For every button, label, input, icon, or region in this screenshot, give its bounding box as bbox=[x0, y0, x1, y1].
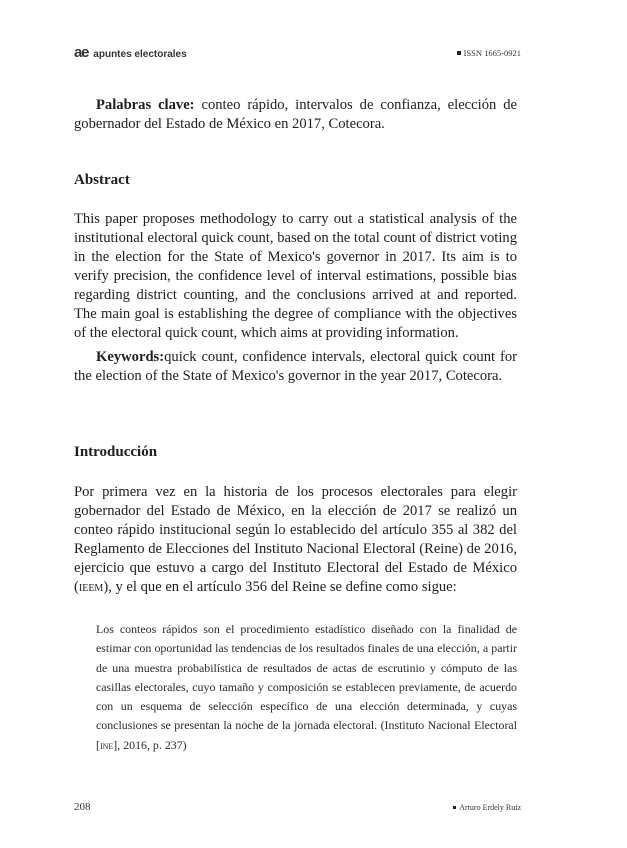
abstract-paragraph: This paper proposes methodology to carry out a statistical analysis of the institutional electoral quick count, based on the total count of district voting in the election for the State of Mexico's governor in 2017. Its aim is to verify precision, the confidence level of interval estimations, possible bias regarding district counting, and the conclusions arrived at and reported. The main goal is establishing the degree of compliance with the objectives of the electoral quick count, which aims at providing information. bbox=[74, 211, 517, 341]
logo-mark: ae bbox=[74, 44, 89, 61]
introduction-heading: Introducción bbox=[74, 444, 158, 460]
abstract-heading: Abstract bbox=[74, 172, 130, 188]
keywords-spanish-label: Palabras clave: bbox=[96, 97, 195, 113]
keywords-spanish-text: conteo rápido, intervalos de confianza, elección de gobernador del Estado de México en 2017, Cotecora. bbox=[74, 97, 517, 132]
issn-text: ISSN 1665-0921 bbox=[463, 48, 521, 58]
introduction-text-end: ), y el que en el artículo 356 del Reine se define como sigue: bbox=[103, 579, 457, 595]
running-footer bbox=[453, 803, 521, 812]
block-quote bbox=[96, 620, 517, 755]
ieem-acronym: ieem bbox=[78, 579, 104, 595]
page-number: 208 bbox=[74, 801, 91, 813]
keywords-english-label: Keywords: bbox=[96, 349, 165, 365]
keywords-english-text: quick count, confidence intervals, electoral quick count for the election of the State of Mexico's governor in the year 2017, Cotecora. bbox=[74, 349, 517, 384]
introduction-text-start: Por primera vez en la historia de los procesos electorales para elegir gobernador del Estado de México, en la elección de 2017 se realizó un conteo rápido institucional según lo establecido del artículo 355 al 382 del Reglamento de Elecciones del Instituto Nacional Electoral (Reine) de 2016, ejercicio que estuvo a cargo del Instituto Electoral del Estado de México ( bbox=[74, 484, 517, 595]
keywords-english bbox=[74, 348, 517, 386]
square-bullet-icon bbox=[453, 806, 457, 810]
quote-text-start: Los conteos rápidos son el procedimiento estadístico diseñado con la finalidad de estimar con oportunidad las tendencias de los resultados finales de una elección, a partir de una muestra probabilística de resultados de actas de escrutinio y cómputo de las casillas electorales, cuyo tamaño y composición se establecen previamente, de acuerdo con un esquema de selección específico de una elección determinada, y cuyas conclusiones se presentan la noche de la jornada electoral. (Instituto Nacional Electoral [ bbox=[96, 622, 517, 752]
author-name: Arturo Erdely Ruiz bbox=[459, 803, 521, 812]
quote-text-end: ], 2016, p. 237) bbox=[113, 737, 187, 752]
issn-label bbox=[457, 48, 521, 58]
journal-logo bbox=[74, 44, 187, 61]
keywords-spanish bbox=[74, 96, 517, 134]
journal-name: apuntes electorales bbox=[93, 49, 187, 60]
introduction-paragraph bbox=[74, 483, 517, 597]
ine-acronym: ine bbox=[99, 737, 114, 752]
square-bullet-icon bbox=[457, 51, 461, 55]
